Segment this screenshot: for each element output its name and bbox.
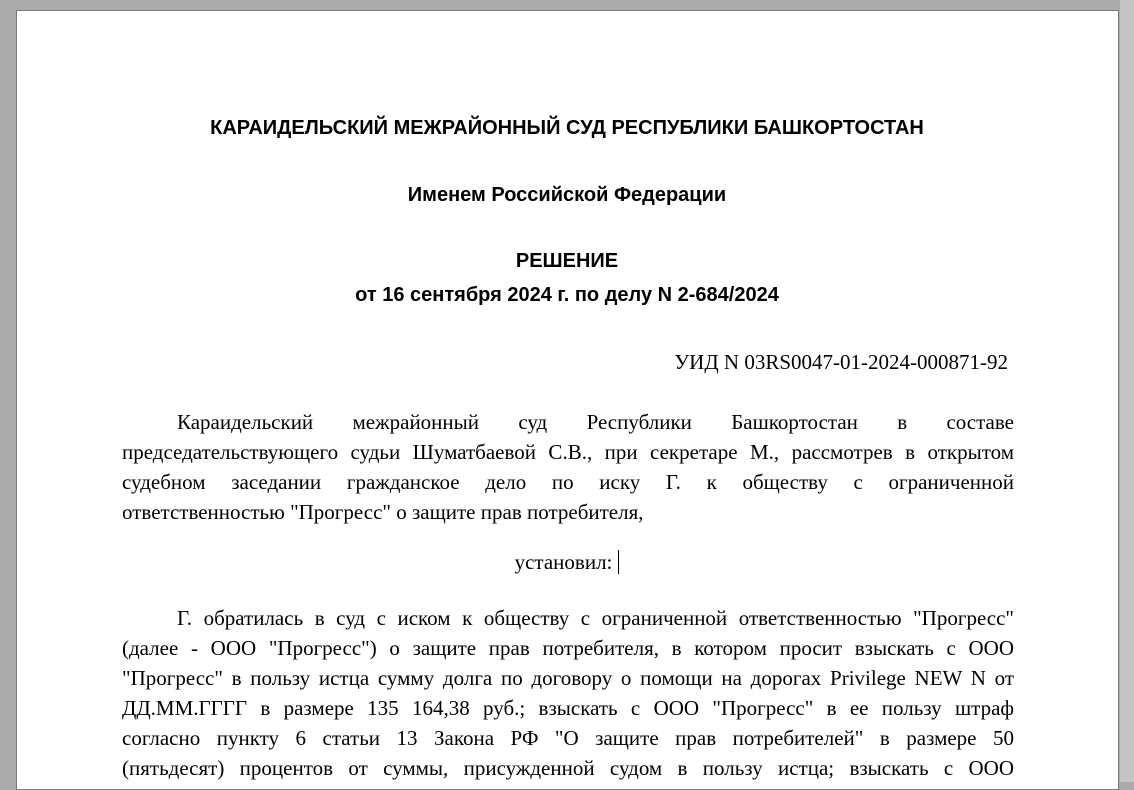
uid-line: УИД N 03RS0047-01-2024-000871-92 [674, 350, 1008, 374]
paragraph-line: судебном заседании гражданское дело по иску Г. к обществу с ограниченной [122, 470, 1014, 494]
paragraph-line: (далее - ООО "Прогресс") о защите прав потребителя, в котором просит взыскать с ООО [122, 636, 1014, 660]
court-title: КАРАИДЕЛЬСКИЙ МЕЖРАЙОННЫЙ СУД РЕСПУБЛИКИ БАШКОРТОСТАН [210, 117, 924, 139]
established-label: установил: [514, 550, 613, 574]
paragraph-line: ответственностью "Прогресс" о защите прав потребителя, [122, 500, 644, 524]
document-page [16, 10, 1119, 790]
window-edge [1120, 0, 1134, 782]
text-cursor [618, 550, 619, 574]
paragraph-line: ДД.ММ.ГГГГ в размере 135 164,38 руб.; взыскать с ООО "Прогресс" в ее пользу штраф [122, 696, 1014, 720]
intro-paragraph [122, 407, 1014, 527]
paragraph-line: Караидельский межрайонный суд Республики Башкортостан в составе [177, 410, 1014, 434]
decision-date-case: от 16 сентября 2024 г. по делу N 2-684/2024 [355, 284, 779, 306]
claim-paragraph [122, 603, 1014, 783]
established-heading[interactable] [17, 550, 1117, 575]
paragraph-line: (пятьдесят) процентов от суммы, присужденной судом в пользу истца; взыскать с ООО [122, 756, 1014, 780]
paragraph-line: председательствующего судьи Шуматбаевой С.В., при секретаре М., рассмотрев в открытом [122, 440, 1014, 464]
paragraph-line: "Прогресс" в пользу истца сумму долга по договору о помощи на дорогах Privilege NEW N от [122, 666, 1014, 690]
decision-title: РЕШЕНИЕ [515, 250, 619, 272]
in-name-of-heading: Именем Российской Федерации [407, 184, 727, 206]
paragraph-line: Г. обратилась в суд с иском к обществу с ограниченной ответственностью "Прогресс" [177, 606, 1014, 630]
paragraph-line: согласно пункту 6 статьи 13 Закона РФ "О защите прав потребителей" в размере 50 [122, 726, 1014, 750]
